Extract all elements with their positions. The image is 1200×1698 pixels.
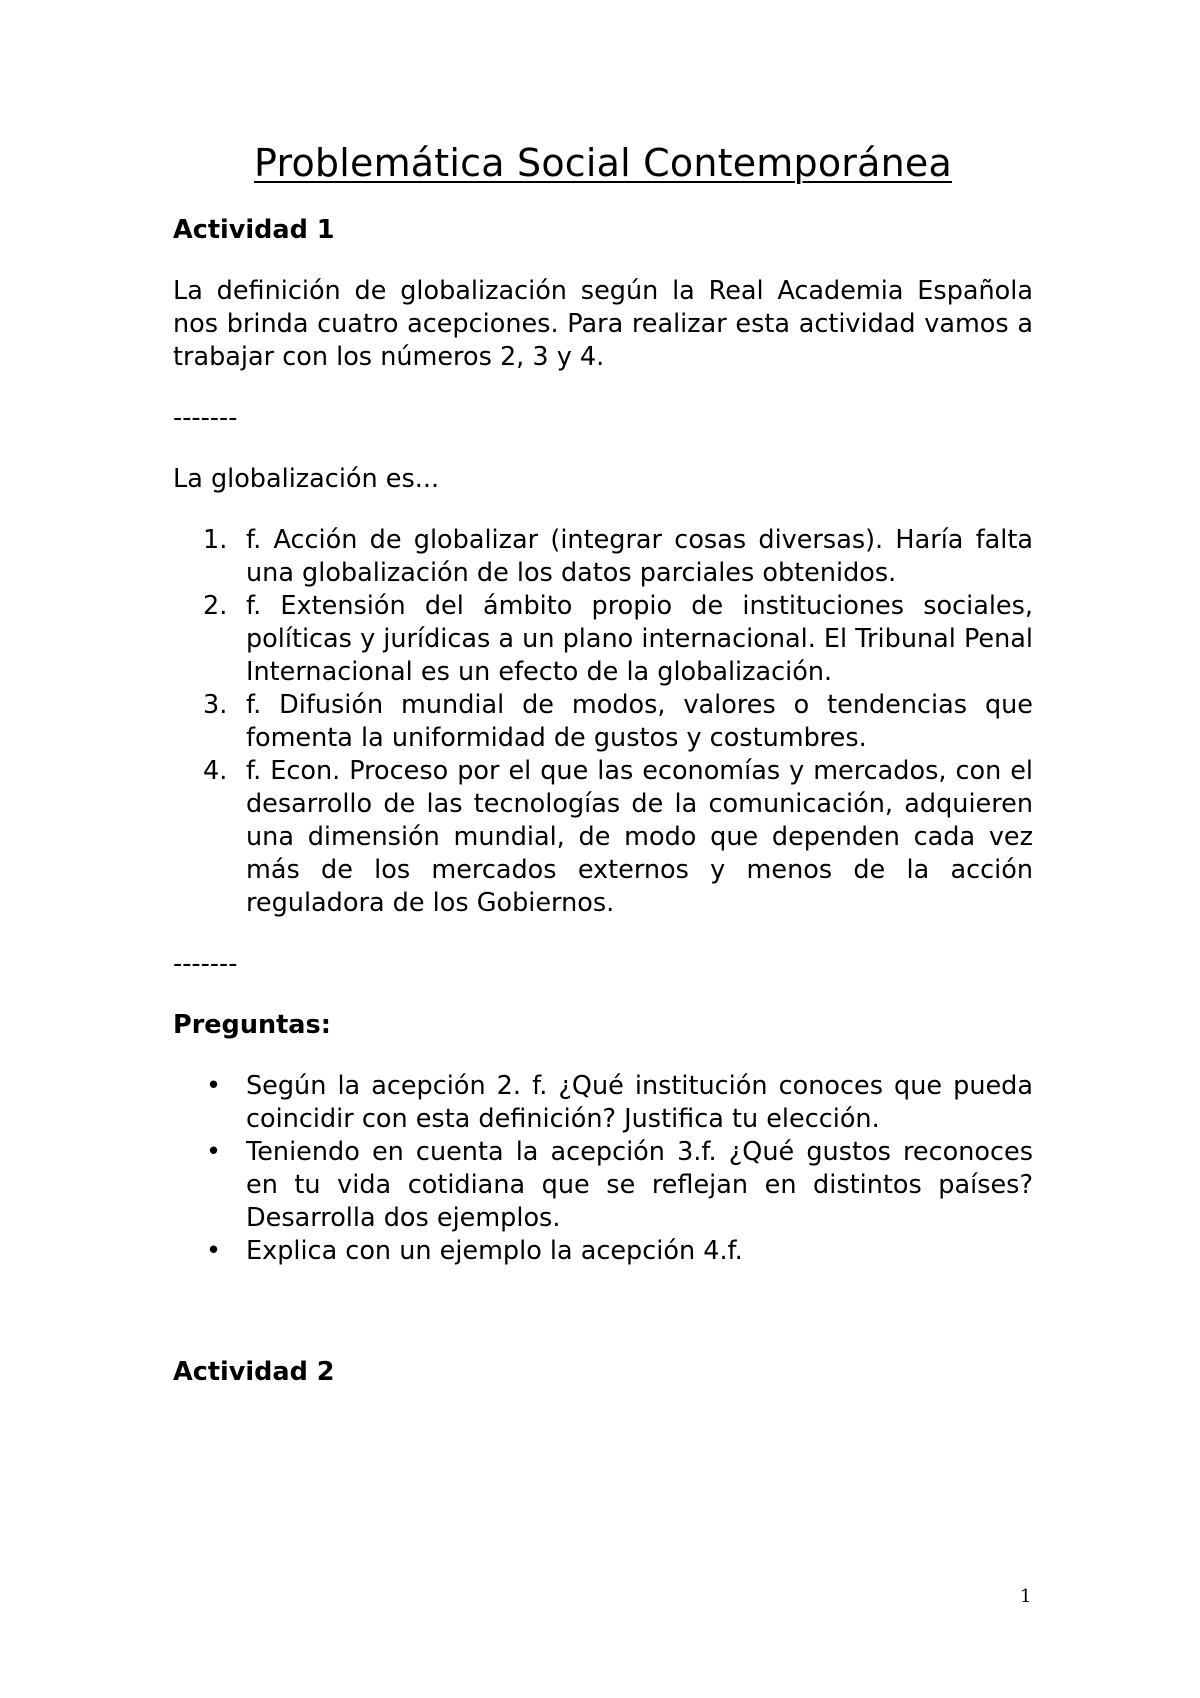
list-item [173,590,1033,689]
spacer [173,1296,1033,1356]
list-number: 3. [203,690,228,720]
page-number: 1 [1020,1586,1032,1607]
list-item [173,1235,1033,1268]
questions-list [173,1070,1033,1268]
definitions-lead: La globalización es... [173,464,440,494]
document-title: Problemática Social Contemporánea [254,141,952,185]
separator: ------- [173,403,238,433]
list-number: 1. [203,525,228,555]
list-item [173,1136,1033,1235]
definition-text: f. Econ. Proceso por el que las economías y mercados, con el desarrollo de las tecnologías de la comunicación, adquieren una dimensión mundial, de modo que dependen cada vez más de los mercados externos y menos de la acción reguladora de los Gobiernos. [246,756,1033,918]
question-text: Explica con un ejemplo la acepción 4.f. [246,1236,743,1266]
bullet-icon: • [206,1236,222,1266]
definition-text: f. Extensión del ámbito propio de instituciones sociales, políticas y jurídicas a un plano internacional. El Tribunal Penal Internacional es un efecto de la globalización. [246,591,1033,687]
list-number: 2. [203,591,228,621]
list-item [173,689,1033,755]
page-content [173,138,1033,1417]
list-item [173,524,1033,590]
definition-text: f. Acción de globalizar (integrar cosas diversas). Haría falta una globalización de los datos parciales obtenidos. [246,525,1033,588]
list-item [173,1070,1033,1136]
bullet-icon: • [206,1071,222,1101]
list-number: 4. [203,756,228,786]
bullet-icon: • [206,1137,222,1167]
question-text: Según la acepción 2. f. ¿Qué institución conoces que pueda coincidir con esta definición? Justifica tu elección. [246,1071,1033,1134]
separator: ------- [173,949,238,979]
actividad-1-intro: La definición de globalización según la Real Academia Española nos brinda cuatro acepciones. Para realizar esta actividad vamos a trabajar con los números 2, 3 y 4. [173,276,1033,372]
list-item [173,755,1033,920]
actividad-2-heading: Actividad 2 [173,1357,335,1387]
definitions-list [173,524,1033,920]
preguntas-heading: Preguntas: [173,1010,331,1040]
actividad-1-heading: Actividad 1 [173,215,335,245]
question-text: Teniendo en cuenta la acepción 3.f. ¿Qué gustos reconoces en tu vida cotidiana que se reflejan en distintos países? Desarrolla dos ejemplos. [246,1137,1033,1233]
definition-text: f. Difusión mundial de modos, valores o tendencias que fomenta la uniformidad de gustos y costumbres. [246,690,1033,753]
